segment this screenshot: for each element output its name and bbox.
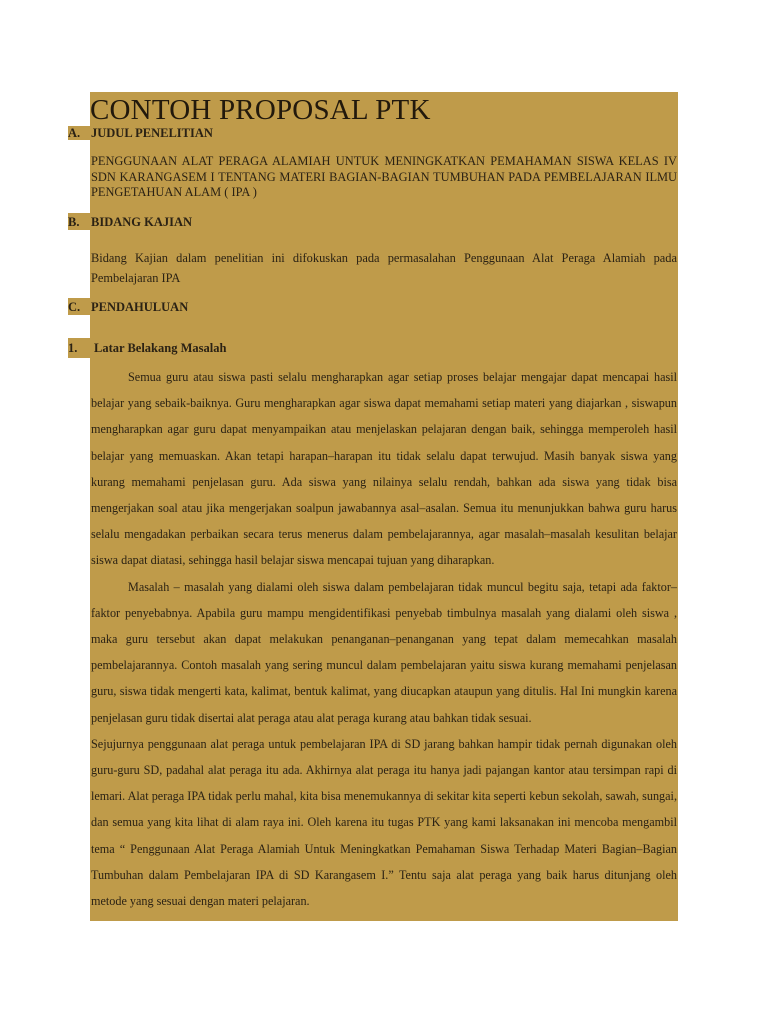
body-paragraph-1: Semua guru atau siswa pasti selalu mengharapkan agar setiap proses belajar mengajar dapat mencapai hasil belajar yang sebaik-baiknya. Guru mengharapkan agar siswa dapat memahami setiap materi yang diajarkan , siswapun mengharapkan agar guru dapat menyampaikan atau menjelaskan pelajaran dengan baik, sehingga memperoleh hasil belajar yang memuaskan. Akan tetapi harapan–harapan itu tidak selalu dapat terwujud. Masih banyak siswa yang kurang memahami penjelasan guru. Ada siswa yang nilainya selalu rendah, bahkan ada siswa yang tidak bisa mengerjakan soal atau jika mengerjakan soalpun jawabannya asal–asalan. Semua itu menunjukkan bahwa guru harus selalu mengadakan perbaikan secara terus menerus dalam pembelajarannya, agar masalah–masalah kesulitan belajar siswa dapat diatasi, sehingga hasil belajar siswa mencapai tujuan yang diharapkan.	[91, 370, 677, 568]
section-c-letter: C.	[68, 300, 81, 314]
background-body	[91, 364, 677, 914]
section-c-heading: PENDAHULUAN	[91, 300, 189, 314]
subsection-number: 1.	[68, 341, 78, 355]
page-title: CONTOH PROPOSAL PTK	[90, 94, 431, 126]
body-paragraph-2: Masalah – masalah yang dialami oleh siswa dalam pembelajaran tidak muncul begitu saja, tetapi ada faktor–faktor penyebabnya. Apabila guru mampu mengidentifikasi penyebab timbulnya masalah yang dialami oleh siswa , maka guru tersebut akan dapat melakukan penanganan–penanganan yang tepat dalam memecahkan masalah pembelajarannya. Contoh masalah yang sering muncul dalam pembelajaran yaitu siswa kurang memahami penjelasan guru, siswa tidak mengerti kata, kalimat, bentuk kalimat, yang diucapkan ataupun yang ditulis. Hal Ini mungkin karena penjelasan guru tidak disertai alat peraga atau alat peraga kurang atau bahkan tidak sesuai.	[91, 579, 677, 725]
section-b-letter: B.	[68, 215, 80, 229]
research-title-text: PENGGUNAAN ALAT PERAGA ALAMIAH UNTUK MENINGKATKAN PEMAHAMAN SISWA KELAS IV SDN KARANGASEM I TENTANG MATERI BAGIAN-BAGIAN TUMBUHAN PADA PEMBELAJARAN ILMU PENGETAHUAN ALAM ( IPA )	[91, 154, 677, 199]
subsection-heading: Latar Belakang Masalah	[94, 341, 227, 355]
section-a-heading: JUDUL PENELITIAN	[91, 126, 213, 140]
highlight-band-gap-c	[90, 315, 678, 338]
body-paragraph-3: Sejujurnya penggunaan alat peraga untuk pembelajaran IPA di SD jarang bahkan hampir tidak pernah digunakan oleh guru-guru SD, padahal alat peraga itu ada. Akhirnya alat peraga itu hanya jadi pajangan kantor atau tersimpan rapi di lemari. Alat peraga IPA tidak perlu mahal, kita bisa menemukannya di sekitar kita seperti kebun sekolah, sawah, sungai, dan semua yang kita lihat di alam raya ini. Oleh karena itu tugas PTK yang kami laksanakan ini mencoba mengambil tema “ Penggunaan Alat Peraga Alamiah Untuk Meningkatkan Pemahaman Siswa Terhadap Materi Bagian–Bagian Tumbuhan dalam Pembelajaran IPA di SD Karangasem I.” Tentu saja alat peraga yang baik harus ditunjang oleh metode yang sesuai dengan materi pelajaran.	[91, 736, 677, 909]
study-field-text: Bidang Kajian dalam penelitian ini difokuskan pada permasalahan Penggunaan Alat Peraga Alamiah pada Pembelajaran IPA	[91, 251, 677, 285]
section-a-letter: A.	[68, 126, 81, 140]
section-b-heading: BIDANG KAJIAN	[91, 215, 193, 229]
